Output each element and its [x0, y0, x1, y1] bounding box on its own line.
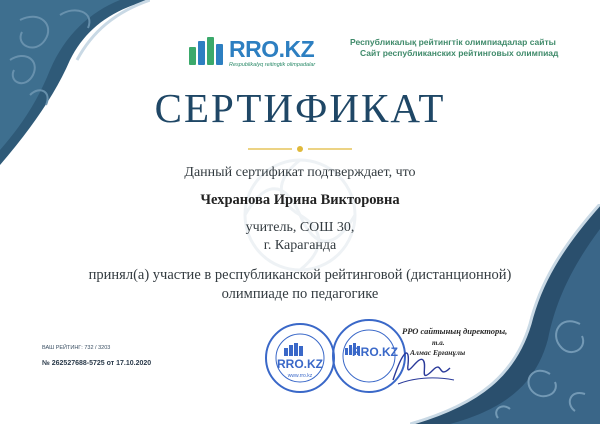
- gold-divider: [248, 146, 352, 152]
- stamp-left: [264, 322, 336, 394]
- site-title-ru: Сайт республиканских рейтинговых олимпиад: [360, 48, 559, 58]
- participation-text-line1: принял(а) участие в республиканской рейтинговой (дистанционной): [88, 267, 512, 283]
- logo-text: RRO.KZ: [229, 36, 315, 62]
- recipient-city: г. Караганда: [263, 238, 337, 253]
- stamp-right-text: RRO.KZ: [352, 345, 398, 359]
- director-title: РРО сайтының директоры,: [402, 326, 508, 336]
- recipient-name: Чехранова Ирина Викторовна: [200, 192, 400, 208]
- director-name: Алмас Ерғанұлы: [410, 348, 466, 357]
- rating-text: ВАШ РЕЙТИНГ: 732 / 3203: [42, 345, 111, 351]
- site-title-kz: Республикалық рейтингтік олимпиадалар сайты: [350, 37, 556, 47]
- confirm-text: Данный сертификат подтверждает, что: [184, 165, 416, 180]
- stamp-left-url: www.rro.kz: [287, 373, 313, 379]
- certificate-title: СЕРТИФИКАТ: [154, 85, 446, 131]
- stamp-left-text: RRO.KZ: [277, 357, 323, 371]
- bottom-right-ornament: [410, 204, 600, 424]
- recipient-position: учитель, СОШ 30,: [245, 220, 355, 235]
- participation-text-line2: олимпиаде по педагогике: [221, 286, 379, 302]
- director-ta: т.а.: [432, 339, 445, 347]
- logo-tagline: Respublikalyq reitingtik olimpadalar: [229, 62, 316, 68]
- rro-logo: [189, 34, 339, 70]
- certificate-number: № 262527688-5725 от 17.10.2020: [42, 360, 152, 367]
- bars-logo-icon: [189, 37, 225, 67]
